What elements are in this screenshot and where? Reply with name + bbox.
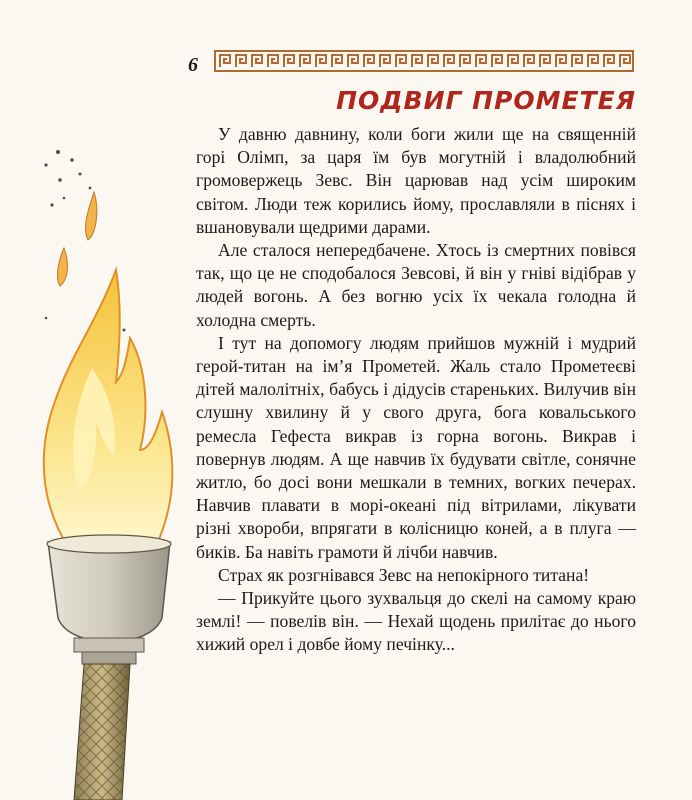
paragraph: — Прикуйте цього зухвальця до скелі на самому краю землі! — повелів він. — Нехай щодень прилітає до нього хижий орел і довбе йому печінку... <box>196 588 636 655</box>
chapter-title: ПОДВИГ ПРОМЕТЕЯ <box>336 86 636 115</box>
greek-key-border <box>214 50 634 72</box>
paragraph: І тут на допомогу людям прийшов мужній і мудрий герой-титан на ім’я Прометей. Жаль стало Прометеєві дітей малолітніх, бабусь і дідусів стареньких. Вилучив він слушну хвилину й у свого друга, бога ковальського ремесла Гефеста викрав із горна вогонь. Викрав і повернув людям. А ще навчив їх будувати світле, сонячне житло, бо досі вони мешкали в темних, вогких печерах. Навчив плавати в морі-океані під вітрилами, лікувати різні хвороби, впрягати в колісницю коней, а в плуга — биків. Ба навіть грамоти й лічби навчив. <box>196 332 636 562</box>
paragraph: У давню давнину, коли боги жили ще на священній горі Олімп, за царя їм був могутній і владолюбний громовержець Зевс. Він царював над усім широким світом. Люди теж корились йому, прославляли в піснях і вшановували щедрими дарами. <box>196 124 636 237</box>
paragraph: Страх як розгнівався Зевс на непокірного титана! <box>218 564 590 585</box>
page-number: 6 <box>188 54 198 76</box>
story-text <box>196 123 636 657</box>
torch-illustration <box>0 150 200 800</box>
paragraph: Але сталося непередбачене. Хтось із смертних повівся так, що це не сподобалося Зевсові, й він у гніві відібрав у людей вогонь. А без вогню усіх їх чекала голодна й холодна смерть. <box>196 240 636 330</box>
